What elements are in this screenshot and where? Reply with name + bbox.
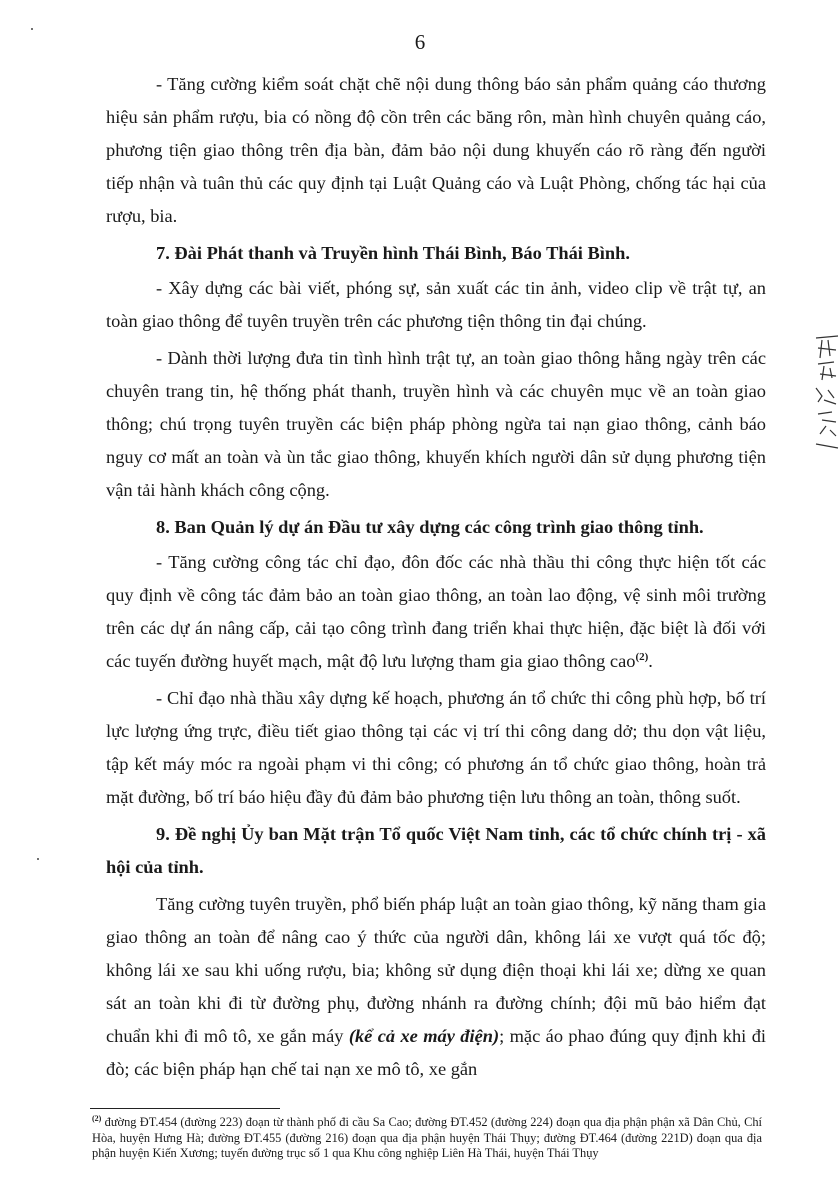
document-body [106,68,766,1090]
section-heading-7: 7. Đài Phát thanh và Truyền hình Thái Bình, Báo Thái Bình. [156,243,630,263]
paragraph-advertising-control: - Tăng cường kiểm soát chặt chẽ nội dung thông báo sản phẩm quảng cáo thương hiệu sản phẩm rượu, bia có nồng độ cồn trên các băng rôn, màn hình chuyên quảng cáo, phương tiện giao thông trên địa bàn, đảm bảo nội dung khuyến cáo rõ ràng đến người tiếp nhận và tuân thủ các quy định tại Luật Quảng cáo và Luật Phòng, chống tác hại của rượu, bia. [106,74,766,226]
paragraph-broadcast-time: - Dành thời lượng đưa tin tình hình trật tự, an toàn giao thông hằng ngày trên các chuyên trang tin, hệ thống phát thanh, truyền hình và các chuyên mục về an toàn giao thông; chú trọng tuyên truyền các biện pháp phòng ngừa tai nạn giao thông, cảnh báo nguy cơ mất an toàn và ùn tắc giao thông, khuyến khích người dân sử dụng phương tiện vận tải hành khách công cộng. [106,348,766,500]
paragraph-propaganda [106,888,766,1086]
page-number: 6 [414,30,426,54]
footnote-text: đường ĐT.454 (đường 223) đoạn từ thành phố đi cầu Sa Cao; đường ĐT.452 (đường 224) đoạn qua địa phận phận xã Dân Chủ, Chí Hòa, huyện Hưng Hà; đường ĐT.455 (đường 216) đoạn qua địa phận huyện Thái Thụy; đường ĐT.464 (đường 221D) đoạn qua địa phận huyện Kiến Xương; tuyến đường trục số 1 qua Khu công nghiệp Liên Hà Thái, huyện Thái Thụy [92,1115,762,1160]
paragraph-propaganda-tail: ; mặc áo phao đúng quy định khi đi đò; các biện pháp hạn chế tai nạn xe mô tô, xe gắn [106,1026,766,1079]
margin-stamp-mark [812,330,840,465]
footnote-reference: (2) [635,650,649,663]
section-heading-8: 8. Ban Quản lý dự án Đầu tư xây dựng các công trình giao thông tỉnh. [156,517,704,537]
section-heading-9: 9. Đề nghị Ủy ban Mặt trận Tổ quốc Việt Nam tỉnh, các tổ chức chính trị - xã hội của tỉnh. [106,824,766,877]
paragraph-news-articles: - Xây dựng các bài viết, phóng sự, sản xuất các tin ảnh, video clip về trật tự, an toàn giao thông để tuyên truyền trên các phương tiện thông tin đại chúng. [106,278,766,331]
footnote [92,1115,762,1162]
paragraph-contractor-text: - Tăng cường công tác chỉ đạo, đôn đốc các nhà thầu thi công thực hiện tốt các quy định về công tác đảm bảo an toàn giao thông, an toàn lao động, vệ sinh môi trường trên các dự án nâng cấp, cải tạo công trình đang triển khai thực hiện, đặc biệt là đối với các tuyến đường huyết mạch, mật độ lưu lượng tham gia giao thông cao [106,552,766,671]
footnote-marker: (2) [92,1113,102,1123]
paragraph-construction-plan: - Chỉ đạo nhà thầu xây dựng kế hoạch, phương án tổ chức thi công phù hợp, bố trí lực lượng ứng trực, điều tiết giao thông tại các vị trí thi công dang dở; thu dọn vật liệu, tập kết máy móc ra ngoài phạm vi thi công; có phương án tổ chức giao thông, hoàn trả mặt đường, bố trí báo hiệu đầy đủ đảm bảo phương tiện lưu thông an toàn, thông suốt. [106,688,766,807]
emphasis-electric-motorbike: (kể cả xe máy điện) [348,1026,500,1046]
footnote-separator [90,1108,280,1109]
sentence-end: . [648,651,653,671]
scan-speck [37,858,39,860]
paragraph-contractor-direction [106,546,766,678]
paragraph-propaganda-text: Tăng cường tuyên truyền, phổ biến pháp luật an toàn giao thông, kỹ năng tham gia giao thông an toàn để nâng cao ý thức của người dân, không lái xe vượt quá tốc độ; không lái xe sau khi uống rượu, bia; không sử dụng điện thoại khi lái xe; dừng xe quan sát an toàn khi đi từ đường phụ, đường nhánh ra đường chính; đội mũ bảo hiểm đạt chuẩn khi đi mô tô, xe gắn máy [106,894,766,1046]
